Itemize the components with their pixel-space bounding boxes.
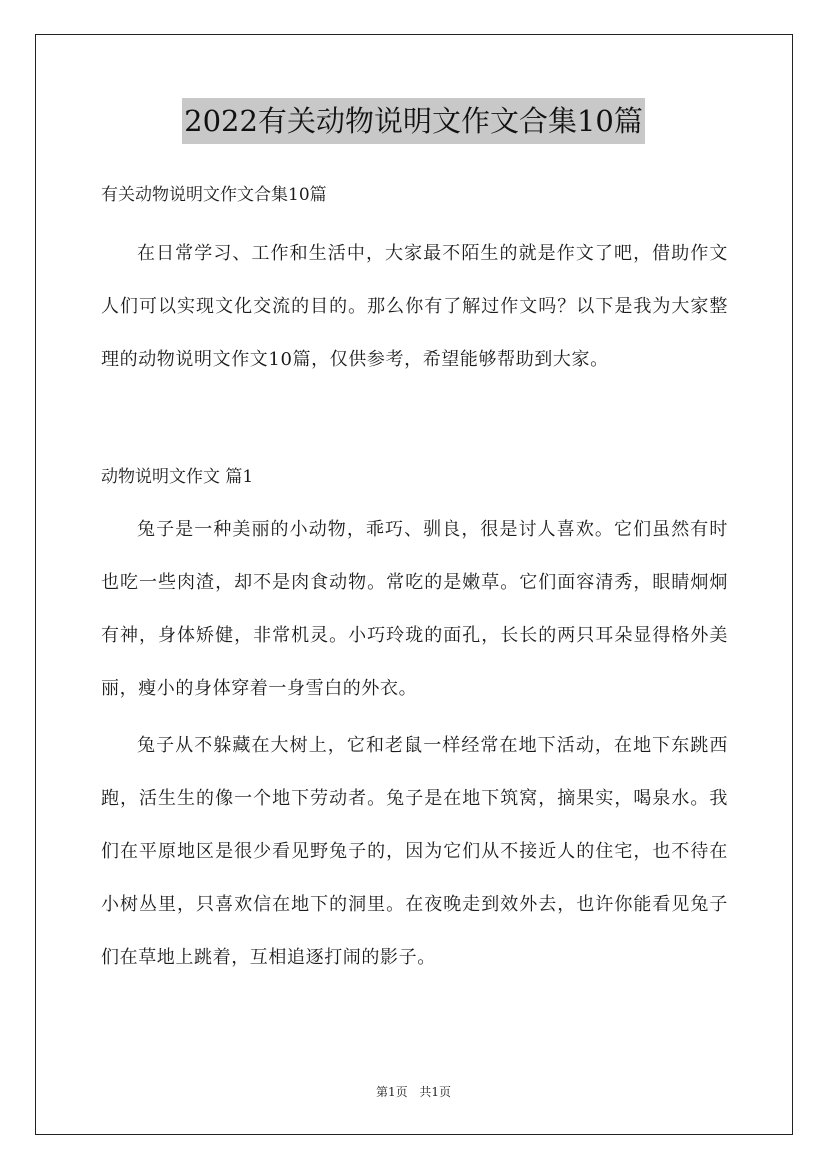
body-paragraph-1: 兔子是一种美丽的小动物，乖巧、驯良，很是讨人喜欢。它们虽然有时也吃一些肉渣，却不是肉食动物。常吃的是嫩草。它们面容清秀，眼睛炯炯有神，身体矫健，非常机灵。小巧玲珑的面孔，长长的两只耳朵显得格外美丽，瘦小的身体穿着一身雪白的外衣。 — [101, 519, 728, 699]
page-footer — [0, 1083, 827, 1100]
page-total: 共1页 — [419, 1085, 452, 1099]
document-title: 2022有关动物说明文作文合集10篇 — [182, 98, 645, 144]
document-subtitle: 有关动物说明文作文合集10篇 — [101, 185, 327, 205]
document-body — [101, 175, 728, 984]
body-paragraph-2: 兔子从不躲藏在大树上，它和老鼠一样经常在地下活动，在地下东跳西跑，活生生的像一个地下劳动者。兔子是在地下筑窝，摘果实，喝泉水。我们在平原地区是很少看见野兔子的，因为它们从不接近人的住宅，也不待在小树丛里，只喜欢信在地下的洞里。在夜晚走到效外去，也许你能看见兔子们在草地上跳着，互相追逐打闹的影子。 — [101, 735, 728, 968]
intro-paragraph: 在日常学习、工作和生活中，大家最不陌生的就是作文了吧，借助作文人们可以实现文化交流的目的。那么你有了解过作文吗？以下是我为大家整理的动物说明文作文10篇，仅供参考，希望能够帮助到大家。 — [101, 243, 728, 370]
page-number: 第1页 — [375, 1085, 408, 1099]
section-heading: 动物说明文作文 篇1 — [101, 467, 254, 487]
title-container — [0, 98, 827, 144]
